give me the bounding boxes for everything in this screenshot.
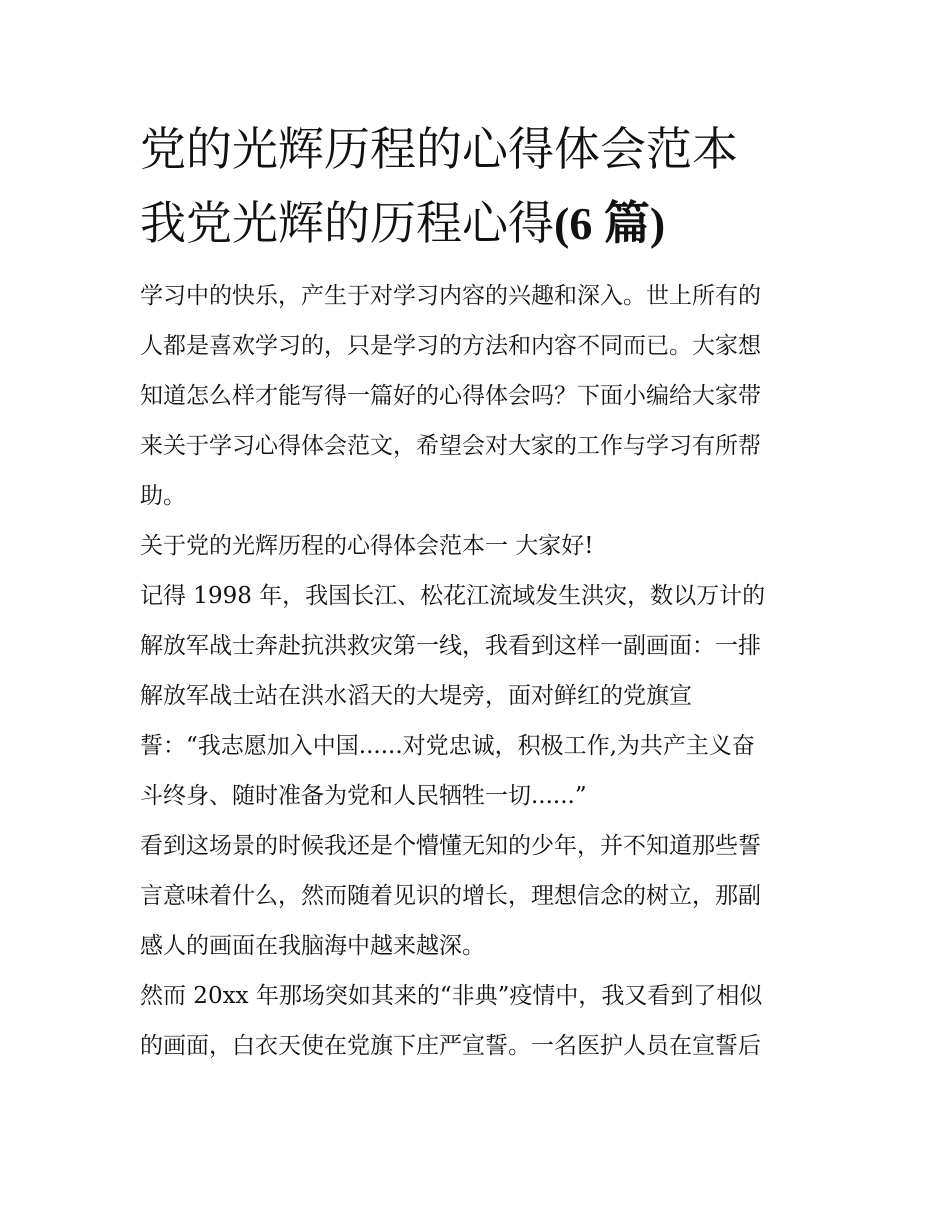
title-line-2 xyxy=(140,186,812,260)
paragraph-line: 人都是喜欢学习的，只是学习的方法和内容不同而已。大家想 xyxy=(140,333,761,359)
paragraph-line: 记得 1998 年，我国长江、松花江流域发生洪灾，数以万计的 xyxy=(140,583,766,609)
title-line-1: 党的光辉历程的心得体会范本 xyxy=(140,122,738,176)
paragraph-line: 解放军战士站在洪水滔天的大堤旁，面对鲜红的党旗宣 xyxy=(140,683,692,709)
paragraph-line: 然而 20xx 年那场突如其来的“非典”疫情中，我又看到了相似 xyxy=(140,983,763,1009)
paragraph-line: 斗终身、随时准备为党和人民牺牲一切......” xyxy=(140,783,587,809)
paragraph-line: 学习中的快乐，产生于对学习内容的兴趣和深入。世上所有的 xyxy=(140,283,761,309)
intro-paragraph xyxy=(140,271,812,521)
paragraph-line: 助。 xyxy=(140,483,186,509)
reflection-paragraph xyxy=(140,821,812,971)
document-content xyxy=(140,112,812,1071)
flood-paragraph xyxy=(140,571,812,821)
sars-paragraph xyxy=(140,971,812,1071)
title-line-2-text: 我党光辉的历程心得 xyxy=(140,196,554,250)
paragraph-line: 解放军战士奔赴抗洪救灾第一线，我看到这样一副画面：一排 xyxy=(140,633,761,659)
paragraph-line: 来关于学习心得体会范文，希望会对大家的工作与学习有所帮 xyxy=(140,433,761,459)
paragraph-line: 感人的画面在我脑海中越来越深。 xyxy=(140,933,485,959)
document-title xyxy=(140,112,812,260)
paragraph-line: 的画面，白衣天使在党旗下庄严宣誓。一名医护人员在宣誓后 xyxy=(140,1033,761,1059)
paragraph-line: 誓：“我志愿加入中国......对党忠诚，积极工作,为共产主义奋 xyxy=(140,733,755,759)
section-heading-paragraph xyxy=(140,521,812,571)
paragraph-line: 关于党的光辉历程的心得体会范本一 大家好! xyxy=(140,533,594,559)
paragraph-line: 看到这场景的时候我还是个懵懂无知的少年，并不知道那些誓 xyxy=(140,833,761,859)
paragraph-line: 知道怎么样才能写得一篇好的心得体会吗？下面小编给大家带 xyxy=(140,383,761,409)
paragraph-line: 言意味着什么，然而随着见识的增长，理想信念的树立，那副 xyxy=(140,883,761,909)
title-count: (6 篇) xyxy=(554,198,666,249)
